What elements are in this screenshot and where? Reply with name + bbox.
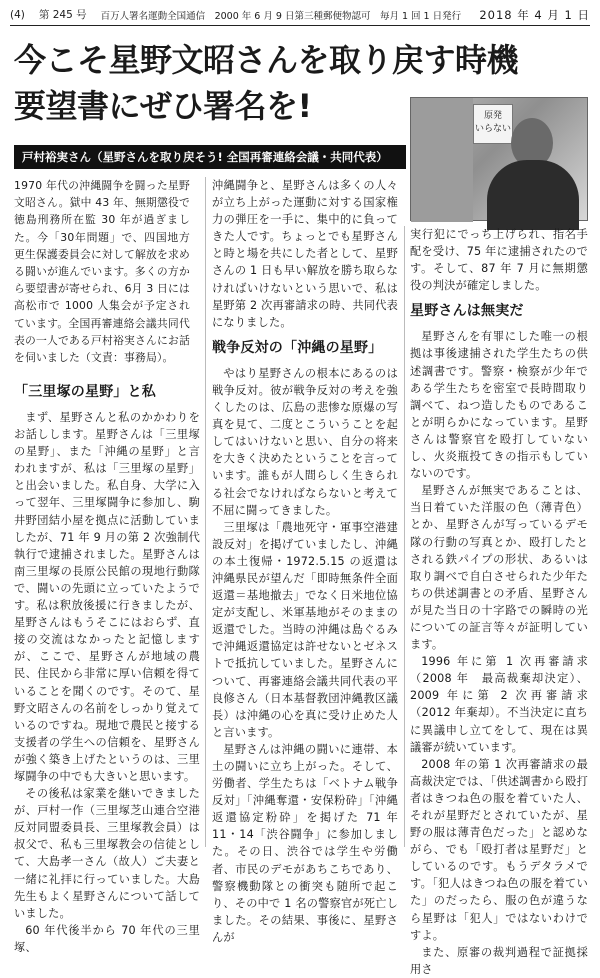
protest-sign-text: 原発 いらない <box>474 111 511 134</box>
paragraph: 実行犯にでっち上げられ、指名手配を受け、75 年に逮捕されたのです。そして、87 年 7 月に無期懲役の判決が確定しました。 <box>410 228 588 293</box>
portrait-body <box>487 160 579 230</box>
paragraph: 沖縄闘争と、星野さんは多くの人々が立ち上がった運動に対する国家権力の弾圧を一手に、集中的に負ってきた人です。ちょっとでも星野さんと時と場を共にした者として、星野さんの 1 日も早い解放を勝ち取らなければいけないという思いで、私は星野第 2 次再審請求の時、共同代表になりました。 <box>212 179 398 329</box>
section-heading-innocent: 星野さんは無実だ <box>410 303 524 320</box>
paragraph: まず、星野さんと私のかかわりをお話しします。星野さんは「三里塚の星野」、また「沖縄の星野」と言われますが、私は「三里塚の星野」と出会いました。私自身、大学に入って翌年、三里塚闘争に参加し、駒井野団結小屋を拠点に活動していましたが、71 年 9 月の第 2 次強制代執行で逮捕されました。星野さんは南三里塚の長原公民館の現地行動隊で、闘いの先頭に立っていたようです。私は釈放後援に行きましたが、星野さんはもうそこにはおらず、直接の交流はなかったと記憶しますが、ここで、星野さんが地域の農民、住民から非常に厚い信頼を得ていることを聞くのです。そのて、星野文昭さんの名前をしっかり覚えているのですね。現地で農民と接する支援者の学生への信頼を、星野さんが強く築き上げたというのは、三里塚闘争の中でも大きいと思います。 <box>14 411 200 783</box>
speaker-portrait-photo <box>410 97 588 221</box>
paragraph: また、原審の裁判過程で証拠採用さ <box>410 945 588 976</box>
publisher-line: 百万人署名運動全国通信 2000 年 6 月 9 日第三種郵便物認可 毎月 1 回 1 日発行 <box>100 10 462 22</box>
paragraph: 1996 年に第 1 次再審請求（2008 年 最高裁棄却決定）、2009 年に第 2 次再審請求（2012 年棄却）。不当決定に直ちに異議申し立てをして、現在は異議審が続いています。 <box>410 655 588 754</box>
headline-line-1: 今こそ星野文昭さんを取り戻す時機 <box>14 41 519 79</box>
issue-date: 2018 年 4 月 1 日 <box>479 7 590 22</box>
headline-line-2: 要望書にぜひ署名を! <box>14 87 312 125</box>
page-number: (4) <box>10 8 25 21</box>
byline-banner: 戸村裕実さん（星野さんを取り戻そう! 全国再審連絡会議・共同代表） <box>14 145 406 169</box>
paragraph: やはり星野さんの根本にあるのは戦争反対。彼が戦争反対の考えを強くしたのは、広島の悲惨な原爆の写真を見て、二度とこういうことを起してはいけないと思い、自分の将来を大きく決めたということを言っています。誰もが人間らしく生きられる社会でなければならないと考えて不屈に闘ってきました。 <box>212 366 398 517</box>
paragraph: 星野さんは沖縄の闘いに連帯、本土の闘いに立ち上がった。そして、労働者、学生たちは「ベトナム戦争反対」「沖縄奪還・安保粉砕」「沖縄返還協定粉砕」を掲げた 71 年 11・14「渋谷闘争」に参加しました。その日、渋谷では学生や労働者、市民のデモがあちこちであり、警察機動隊との衝突も随所で起こり、その中で 1 名の警察官が死亡しました。その結果、事後に、星野さんが <box>212 742 398 944</box>
paragraph: その後私は家業を継いできましたが、戸村一作（三里塚芝山連合空港反対同盟委員長、三里塚教会員）は叔父で、私も三里塚教会の信徒として、大島孝一さん（故人）ご夫妻と一緒に礼拝に行っていました。大島先生もよく星野さんについて話していました。 <box>14 787 200 920</box>
photo-background <box>411 98 473 222</box>
article-column-1 <box>14 375 200 956</box>
column-divider <box>205 177 206 847</box>
paragraph: 三里塚は「農地死守・軍事空港建設反対」を掲げていましたし、沖縄の本土復帰・1972.5.15 の返還は沖縄県民が望んだ「即時無条件全面返還＝基地撤去」でなく日米地位協定が支配し、米軍基地がそのままの返還でした。当時の沖縄は島ぐるみで沖縄返還協定は許せないとゼネストで抵抗していました。星野さんについて、再審連絡会議共同代表の平良修さん（日本基督教団沖縄教区議長）は沖縄の心を真に受け止めた人と言います。 <box>212 520 398 739</box>
intro-text <box>14 177 190 366</box>
paragraph: 星野さんを有罪にした唯一の根拠は事後逮捕された学生たちの供述調書です。警察・検察が少年である学生たちを密室で長時間取り調べて、ねつ造したものであることが明らかになっています。星野さんは警察官を殴打していないし、火炎瓶投てきの指示もしていないのです。 <box>410 330 588 481</box>
section-heading-okinawa: 戦争反対の「沖縄の星野」 <box>212 339 383 356</box>
paragraph: 60 年代後半から 70 年代の三里塚、 <box>14 923 200 954</box>
article-column-3 <box>410 226 588 978</box>
article-column-2 <box>212 177 398 946</box>
protest-sign <box>473 104 513 144</box>
page-header <box>10 4 590 26</box>
paragraph: 2008 年の第 1 次再審請求の最高裁決定では、「供述調書から殴打者はきつね色の服を着ていた人、それが星野だとされていたが、星野の服は薄青色だった」と認めながら、でも「殴打者は星野だ」としているのです。もうデタラメです。「犯人はきつね色の服を着ていた」のだったら、服の色が違うなら星野は「犯人」ではないわけですよ。 <box>410 757 588 942</box>
intro-paragraph: 1970 年代の沖縄闘争を闘った星野文昭さん。獄中 43 年、無期懲役で徳島刑務所在監 30 年が過ぎました。今「30年問題」で、四国地方更生保護委員会に対して解放を求める闘いが進んでいます。多くの方から要望書が寄せられ、6月 3 日には高松市で 1000 人集会が予定されています。全国再審連絡会議共同代表の一人である戸村裕実さんにお話を伺いました（文責：事務局）。 <box>14 179 191 365</box>
section-heading-sanrizuka: 「三里塚の星野」と私 <box>14 384 156 400</box>
paragraph: 星野さんが無実であることは、当日着ていた洋服の色（薄青色）とか、星野さんが写っているデモ隊の行動の写真とか、殴打したとされる鉄パイプの形状、あるいは取り調べで自白させられた少年たちの供述調書との矛盾、星野さんが見た当日の十字路での瞬時の光についての証言等々が証明しています。 <box>410 484 588 652</box>
issue-number: 第 245 号 <box>38 9 87 21</box>
column-divider <box>404 226 405 847</box>
